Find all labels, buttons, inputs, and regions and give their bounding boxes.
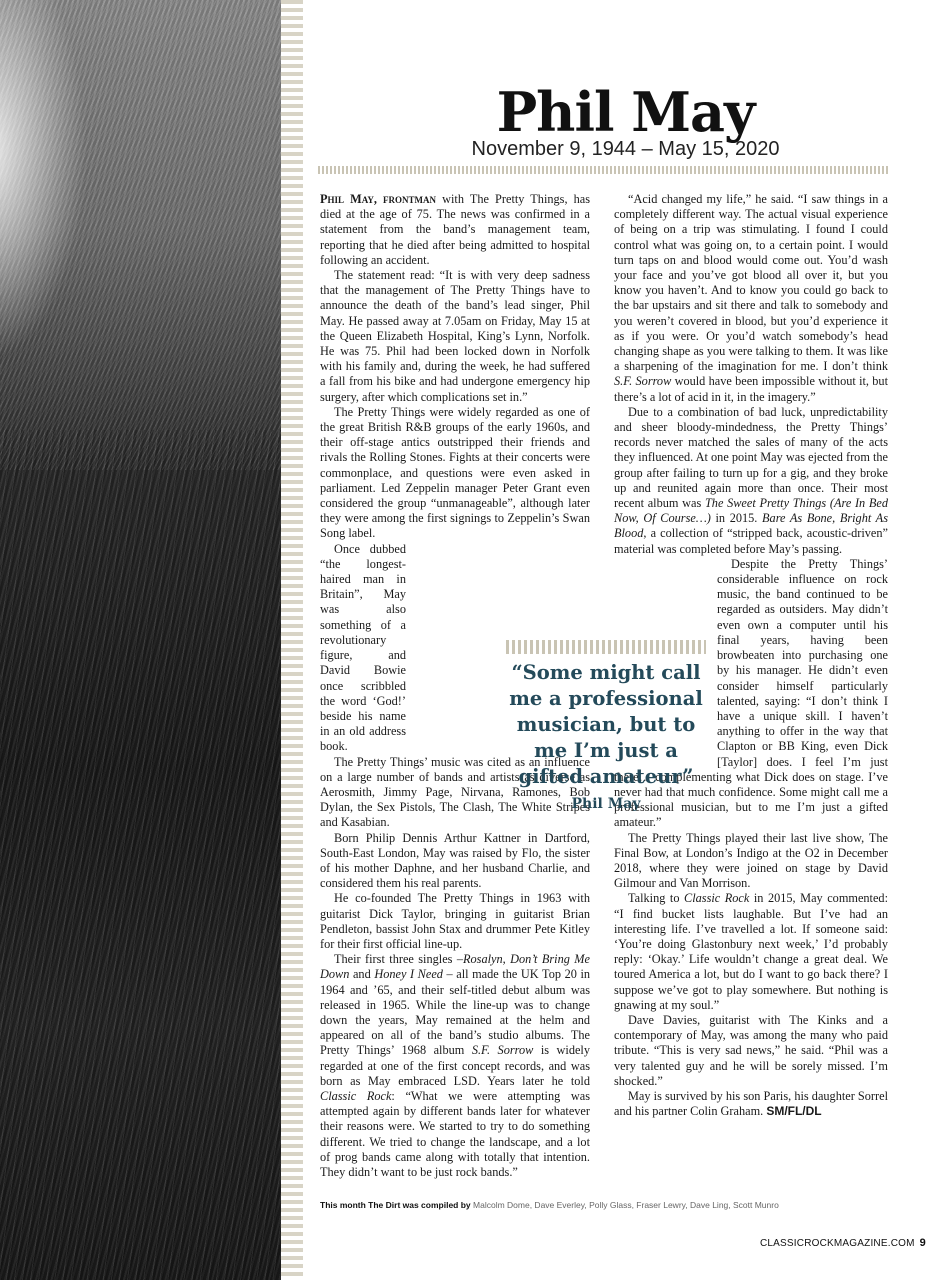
paragraph: The Pretty Things’ music was cited as an influence on a large number of bands and artists as diverse as Aerosmith, Jimmy Page, Nirvana, Ramones, Bob Dylan, the Sex Pistols, The Clash, The White Stripes and Kasabian. bbox=[320, 754, 590, 830]
paragraph: Due to a combination of bad luck, unpredictability and sheer bloody-mindedness, the Pretty Things’ records never matched the sales of many of the acts they influenced. At one point May was ejected from the group after failing to turn up for a gig, and they broke up and reunited again more than once. Their most recent album was The Sweet Pretty Things (Are In Bed Now, Of Course…) in 2015. Bare As Bone, Bright As Blood, a collection of “stripped back, acoustic-driven” material was completed before May’s passing. bbox=[614, 404, 889, 556]
page-title: Phil May bbox=[496, 80, 755, 144]
paragraph: May is survived by his son Paris, his daughter Sorrel and his partner Colin Graham. SM/FL/DL bbox=[614, 1088, 888, 1119]
author-initials: SM/FL/DL bbox=[766, 1104, 822, 1119]
photo-hair-highlight bbox=[0, 0, 281, 470]
paragraph: Talking to Classic Rock in 2015, May commented: “I find bucket lists laughable. But I’ve had an interesting life. I’ve travelled a lot. If someone said: ‘You’re doing Glastonbury next week,’ I’d probably reply: ‘Okay.’ Life wouldn’t change a great deal. We toured America a lot, but do I want to go back there? I suppose we’ve got to play somewhere. But nothing is gnawing at my soul.” bbox=[614, 891, 888, 1012]
page-footer bbox=[760, 1237, 926, 1249]
paragraph: Dave Davies, guitarist with The Kinks and a contemporary of May, was among the many who paid tribute. “This is very sad news,” he said. “Phil was a very talented guy and he will be sorely missed. I’m shocked.” bbox=[614, 1012, 888, 1088]
paragraph: The statement read: “It is with very deep sadness that the management of The Pretty Things have to announce the death of the band’s lead singer, Phil May. He passed away at 7.05am on Friday, May 15 at the Queen Elizabeth Hospital, King’s Lynn, Norfolk. He was 75. Phil had been locked down in Norfolk with his family and, during the week, he had suffered a fall from his bike and had undergone emergency hip surgery, after which complications set in.” bbox=[320, 268, 590, 404]
paragraph: He co-founded The Pretty Things in 1963 with guitarist Dick Taylor, bringing in guitarist Brian Pendleton, bassist John Stax and drummer Pete Kitley for their first official line-up. bbox=[320, 891, 590, 951]
credits-names: Malcolm Dome, Dave Everley, Polly Glass, Fraser Lewry, Dave Ling, Scott Munro bbox=[473, 1200, 779, 1210]
footer-site: CLASSICROCKMAGAZINE.COM bbox=[760, 1238, 915, 1249]
pull-quote-divider bbox=[506, 640, 706, 654]
paragraph: Born Philip Dennis Arthur Kattner in Dartford, South-East London, May was raised by Flo, the sister of his mother Daphne, and her husband Charlie, and considered them his real parents. bbox=[320, 830, 590, 891]
paragraph: The Pretty Things played their last live show, The Final Bow, at London’s Indigo at the O2 in December 2018, where they were joined on stage by David Gilmour and Van Morrison. bbox=[614, 830, 888, 891]
paragraph: “Acid changed my life,” he said. “I saw things in a completely different way. The actual visual experience of being on a trip was stimulating. I found I could control what was going on, to a certain point. I would turn taps on and blood would come out. You’d wash your face and you’ve got blood all over it, but you know you haven’t. And to know you could go back to the bar upstairs and sit there and talk to somebody and you weren’t covered in blood, but you’d experience it as if you were. Or you’d watch somebody’s head changing shape as you were talking to them. It was like a sharpening of the imagination for me. I don’t think S.F. Sorrow would have been impossible without it, but there’s a lot of acid in it, in the imagery.” bbox=[614, 192, 888, 404]
paragraph: Despite the Pretty Things’ considerable influence on rock music, the band continued to be regarded as outsiders. May didn’t even own a computer until his final years, having been browbeaten into purchasing one by his manager. He didn’t even consider himself particularly talented, saying: “I don’t think I have a unique skill. I haven’t anything to offer in the way that Clapton or BB King, even Dick [Taylor] does. I feel I’m just there… complementing what Dick does on stage. I’ve never had that much confidence. Some might call me a professional musician, but to me I’m just a gifted amateur.” bbox=[614, 556, 888, 830]
pull-quote bbox=[506, 640, 706, 812]
paragraph: Once dubbed “the longest-haired man in Britain”, May was also something of a revolutionary figure, and David Bowie once scribbled the word ‘God!’ beside his name in an old address book. bbox=[320, 541, 406, 754]
life-dates: November 9, 1944 – May 15, 2020 bbox=[471, 138, 780, 160]
pull-quote-attribution: Phil May bbox=[571, 796, 641, 812]
lead-in: Phil May, frontman bbox=[320, 192, 437, 206]
paragraph: Phil May, frontman with The Pretty Things, has died at the age of 75. The news was confirmed in a statement from the band’s management team, reporting that he died after being admitted to hospital following an accident. bbox=[320, 192, 591, 267]
credits-label: This month The Dirt was compiled by bbox=[320, 1200, 471, 1210]
decorative-stripe-bar bbox=[281, 0, 303, 1280]
photo-hair-texture bbox=[0, 430, 281, 1280]
paragraph: The Pretty Things were widely regarded as one of the great British R&B groups of the early 1960s, and their off-stage antics outstripped their friends and rivals the Rolling Stones. Fights at their concerts were commonplace, and questions were even asked in parliament. Led Zeppelin manager Peter Grant even considered the group “unmanageable”, although later they were among the first signings to Zeppelin’s Swan Song label. bbox=[320, 404, 590, 541]
portrait-photo bbox=[0, 0, 281, 1280]
pull-quote-text: “Some might call me a professional musician, but to me I’m just a gifted amateur” bbox=[509, 661, 703, 788]
page-number: 9 bbox=[919, 1237, 926, 1249]
contributors-credit bbox=[320, 1200, 779, 1210]
paragraph: Their first three singles –Rosalyn, Don’t Bring Me Down and Honey I Need – all made the UK Top 20 in 1964 and ’65, and their self-titled debut album was released in 1965. While the line-up was to change down the years, May remained at the helm and appeared on all of the band’s studio albums. The Pretty Things’ 1968 album S.F. Sorrow is widely regarded at one of the first concept records, and was born as May embraced LSD. Years later he told Classic Rock: “What we were attempting was attempted again by different bands later for whatever their reasons were. We started to try to do something different. We tried to change the landscape, and a lot of prog bands came along with totally that intention. They didn’t want to be just rock bands.” bbox=[320, 952, 591, 1179]
header-divider bbox=[318, 166, 890, 174]
